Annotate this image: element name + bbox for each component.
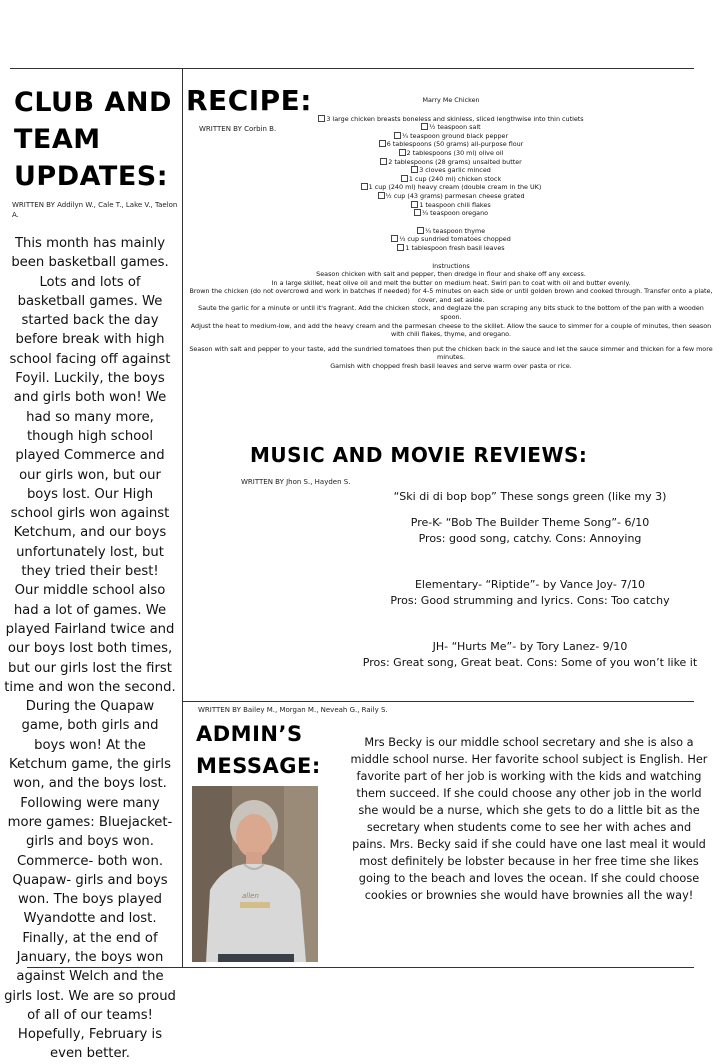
admin-rule xyxy=(183,701,694,702)
ingredient-gap xyxy=(186,218,716,227)
instruction-step: Adjust the heat to medium-low, and add the heavy cream and the parmesan cheese to the skillet. Allow the sauce to simmer for a couple of minutes, then season with chili flakes, thyme, and oregano. xyxy=(190,321,712,339)
review-title: Elementary- “Riptide”- by Vance Joy- 7/10 xyxy=(414,578,646,591)
review-title: JH- “Hurts Me”- by Tory Lanez- 9/10 xyxy=(432,640,628,653)
music-section-title: MUSIC AND MOVIE REVIEWS: xyxy=(250,443,588,467)
ingredient-item: 6 tablespoons (50 grams) all-purpose flour xyxy=(186,140,716,149)
ingredient-item: ¼ teaspoon thyme xyxy=(186,227,716,236)
recipe-dish-name: Marry Me Chicken xyxy=(422,96,480,104)
checkbox-icon xyxy=(391,235,398,242)
admin-photo xyxy=(192,786,318,962)
admin-byline: WRITTEN BY Bailey M., Morgan M., Neveah G., Raily S. xyxy=(198,706,388,714)
checkbox-icon xyxy=(421,123,428,130)
review-notes: Pros: Good strumming and lyrics. Cons: Too catchy xyxy=(390,594,670,607)
shirt-text: allen xyxy=(242,892,259,900)
checkbox-icon xyxy=(378,192,385,199)
ingredient-item: 3 large chicken breasts boneless and skinless, sliced lengthwise into thin cutlets xyxy=(186,115,716,124)
club-section-title: CLUB AND TEAM UPDATES: xyxy=(14,87,172,192)
checkbox-icon xyxy=(399,149,406,156)
club-byline: WRITTEN BY Addilyn W., Cale T., Lake V., Taelon A. xyxy=(12,201,178,219)
checkbox-icon xyxy=(401,175,408,182)
recipe-content xyxy=(186,96,716,371)
instruction-step: Season with salt and pepper to your taste, add the sundried tomatoes then put the chicken back in the sauce and let the sauce simmer and thicken for a few more minutes. xyxy=(189,344,713,362)
top-rule xyxy=(10,68,694,69)
recipe-byline: WRITTEN BY Corbin B. xyxy=(199,125,277,133)
checkbox-icon xyxy=(394,132,401,139)
admin-body: Mrs Becky is our middle school secretary and she is also a middle school nurse. Her favorite school subject is English. Her favorite part of her job is working with the kids and watching them succeed. If she could choose any other job in the world she would be a nurse, which she gets to do a little bit as the secretary when students come to see her with aches and pains. Mrs. Becky said if she could have one last meal it would most definitely be lobster because in her free time she likes going to the beach and loves the ocean. If she could choose cookies or brownies she would have brownies all the way! xyxy=(350,736,708,902)
instructions-label: Instructions xyxy=(432,261,470,270)
instruction-step: Brown the chicken (do not overcrowd and work in batches if needed) for 4-5 minutes on each side or until golden brown and cooked through. Transfer onto a plate, cover, and set aside. xyxy=(189,287,713,304)
instruction-step: Saute the garlic for a minute or until it's fragrant. Add the chicken stock, and deglaze the pan scraping any bits stuck to the bottom of the pan with a wooden spoon. xyxy=(198,304,704,322)
ingredient-item: ¼ teaspoon ground black pepper xyxy=(186,132,716,141)
admin-section-title: ADMIN’S MESSAGE: xyxy=(196,722,321,778)
checkbox-icon xyxy=(411,166,418,173)
portrait-illustration xyxy=(192,786,318,962)
column-divider xyxy=(182,69,183,968)
checkbox-icon xyxy=(318,115,325,122)
review-notes: Pros: good song, catchy. Cons: Annoying xyxy=(418,532,642,545)
club-paragraph-2: Our middle school also had a lot of games. We played Fairland twice and our boys lost both times, but our girls lost the first time and won the second. During the Quapaw game, both girls and boys won! At the Ketchum game, the girls won, and the boys lost. Following were many more games: Bluejacket- girls and boys won. Commerce- both won. Quapaw- girls and boys won. The boys played Wyandotte and lost. Finally, at the end of January, the boys won against Welch and the girls lost. We are so proud of all of our teams! Hopefully, February is even better. xyxy=(4,583,176,1062)
ingredient-item: 1 teaspoon chili flakes xyxy=(186,201,716,210)
ingredient-item: 3 cloves garlic minced xyxy=(186,166,716,175)
checkbox-icon xyxy=(379,140,386,147)
review-item xyxy=(340,515,720,547)
ingredient-item: ⅓ cup sundried tomatoes chopped xyxy=(186,235,716,244)
checkbox-icon xyxy=(397,244,404,251)
club-body xyxy=(4,234,176,1064)
ingredient-item: ½ cup (43 grams) parmesan cheese grated xyxy=(186,192,716,201)
recipe-section-title: RECIPE: xyxy=(186,84,312,117)
ingredient-item: 2 tablespoons (30 ml) olive oil xyxy=(186,149,716,158)
review-item xyxy=(340,639,720,671)
ingredient-item: 1 cup (240 ml) heavy cream (double cream in the UK) xyxy=(186,183,716,192)
music-intro: “Ski di di bop bop” These songs green (like my 3) xyxy=(393,490,667,503)
music-reviews xyxy=(340,489,720,689)
ingredient-item: ½ teaspoon salt xyxy=(186,123,716,132)
ingredient-item: 2 tablespoons (28 grams) unsalted butter xyxy=(186,158,716,167)
club-paragraph-1: This month has mainly been basketball games. Lots and lots of basketball games. We started back the day before break with high school facing off against Foyil. Luckily, the boys and girls both won! We had so many more, though high school played Commerce and our girls won, but our boys lost. Our High school girls won against Ketchum, and our boys unfortunately lost, but they tried their best! xyxy=(9,236,171,580)
instruction-step: In a large skillet, heat olive oil and melt the butter on medium heat. Swirl pan to coat with oil and butter evenly. xyxy=(271,278,631,287)
checkbox-icon xyxy=(417,227,424,234)
checkbox-icon xyxy=(380,158,387,165)
checkbox-icon xyxy=(411,201,418,208)
ingredient-list xyxy=(186,115,716,253)
checkbox-icon xyxy=(414,209,421,216)
instructions-gap xyxy=(186,253,716,262)
ingredient-item: 1 cup (240 ml) chicken stock xyxy=(186,175,716,184)
review-notes: Pros: Great song, Great beat. Cons: Some of you won’t like it xyxy=(362,656,698,669)
instructions-list xyxy=(186,270,716,371)
review-item xyxy=(340,577,720,609)
instruction-step: Season chicken with salt and pepper, then dredge in flour and shake off any excess. xyxy=(316,270,586,279)
ingredient-item: ¼ teaspoon oregano xyxy=(186,209,716,218)
review-title: Pre-K- “Bob The Builder Theme Song”- 6/10 xyxy=(410,516,650,529)
music-byline: WRITTEN BY Jhon S., Hayden S. xyxy=(241,478,351,486)
ingredient-item: 1 tablespoon fresh basil leaves xyxy=(186,244,716,253)
instruction-step: Garnish with chopped fresh basil leaves and serve warm over pasta or rice. xyxy=(330,362,572,371)
checkbox-icon xyxy=(361,183,368,190)
